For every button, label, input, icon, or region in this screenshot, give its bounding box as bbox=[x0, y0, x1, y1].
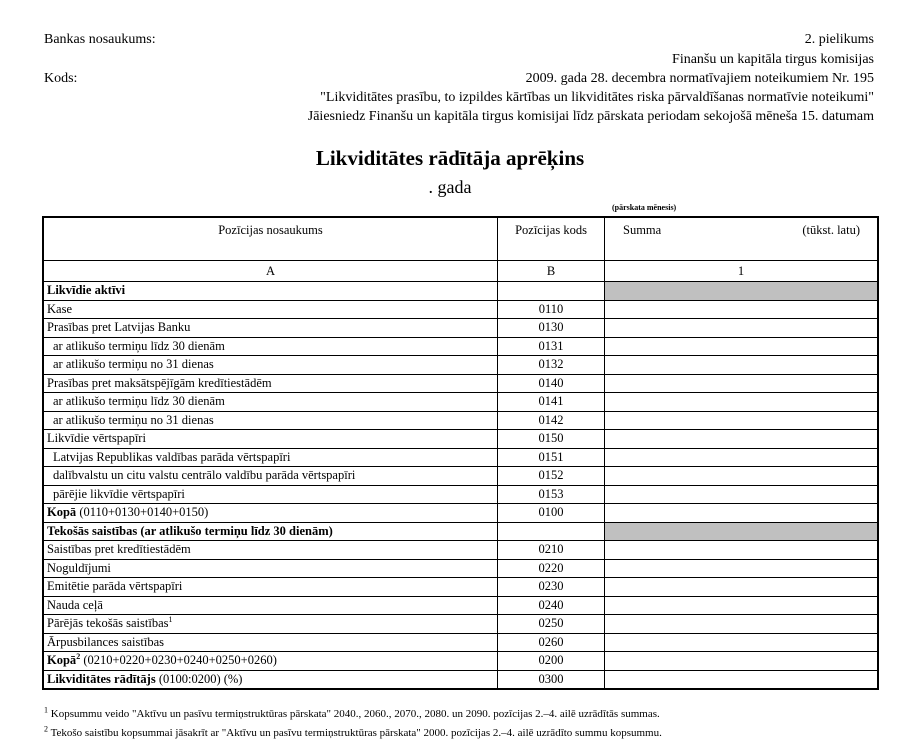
position-name-bold: Kopā bbox=[47, 505, 77, 520]
position-code bbox=[498, 522, 605, 541]
sum-cell[interactable] bbox=[605, 467, 879, 486]
position-name bbox=[43, 559, 498, 578]
table-row bbox=[43, 559, 878, 578]
position-code: 0132 bbox=[498, 356, 605, 375]
table-row bbox=[43, 578, 878, 597]
table-row bbox=[43, 300, 878, 319]
sum-cell bbox=[605, 522, 879, 541]
position-name-text: Noguldījumi bbox=[47, 560, 111, 575]
table-row bbox=[43, 282, 878, 301]
position-name-text: Pārējās tekošās saistības bbox=[47, 616, 169, 631]
table-row bbox=[43, 467, 878, 486]
page-title: Likviditātes rādītāja aprēķins bbox=[315, 146, 585, 170]
position-name bbox=[43, 282, 498, 301]
position-code: 0220 bbox=[498, 559, 605, 578]
table-row bbox=[43, 393, 878, 412]
footnote-2-text: Tekošo saistību kopsummai jāsakrīt ar "Aktīvu un pasīvu termiņstruktūras pārskata" 2000. pozīcijas 2.–4. ailē uzrādīto summu kopsummu. bbox=[50, 727, 662, 739]
position-code: 0131 bbox=[498, 337, 605, 356]
period-note: (pārskata mēnesis) bbox=[612, 203, 677, 212]
position-code: 0130 bbox=[498, 319, 605, 338]
col-letter-b: B bbox=[498, 261, 605, 282]
table-row bbox=[43, 356, 878, 375]
position-name bbox=[43, 541, 498, 560]
position-code: 0110 bbox=[498, 300, 605, 319]
position-code: 0260 bbox=[498, 633, 605, 652]
position-name-text: pārējie likvīdie vērtspapīri bbox=[53, 486, 185, 501]
table-row bbox=[43, 337, 878, 356]
position-code: 0210 bbox=[498, 541, 605, 560]
position-name-rest: (0110+0130+0140+0150) bbox=[76, 505, 209, 520]
position-name bbox=[43, 337, 498, 356]
position-name-text: Prasības pret Latvijas Banku bbox=[47, 320, 191, 335]
position-name bbox=[43, 504, 498, 523]
position-name bbox=[43, 300, 498, 319]
col-letter-1: 1 bbox=[605, 261, 879, 282]
position-name-text: Kase bbox=[47, 301, 72, 316]
table-row bbox=[43, 633, 878, 652]
position-name-rest: (0210+0220+0230+0240+0250+0260) bbox=[80, 653, 277, 668]
position-code: 0240 bbox=[498, 596, 605, 615]
position-name bbox=[43, 522, 498, 541]
sum-cell[interactable] bbox=[605, 411, 879, 430]
table-row bbox=[43, 652, 878, 671]
col-name-header: Pozīcijas nosaukums bbox=[43, 217, 498, 261]
position-name bbox=[43, 615, 498, 634]
sum-cell[interactable] bbox=[605, 652, 879, 671]
position-name bbox=[43, 430, 498, 449]
commission-label: Finanšu un kapitāla tirgus komisijas bbox=[672, 52, 874, 67]
position-code: 0200 bbox=[498, 652, 605, 671]
position-name bbox=[43, 578, 498, 597]
position-name-text: ar atlikušo termiņu no 31 dienas bbox=[53, 412, 214, 427]
position-name-text: Prasības pret maksātspējīgām kredītiestādēm bbox=[47, 375, 272, 390]
sum-cell[interactable] bbox=[605, 633, 879, 652]
footnote-1-marker: 1 bbox=[44, 705, 48, 715]
position-code: 0140 bbox=[498, 374, 605, 393]
position-name-text: Tekošās saistības (ar atlikušo termiņu līdz 30 dienām) bbox=[47, 523, 333, 538]
regulation-label: 2009. gada 28. decembra normatīvajiem noteikumiem Nr. 195 bbox=[525, 71, 874, 86]
position-name-text: Nauda ceļā bbox=[47, 597, 103, 612]
footnote-1-text: Kopsummu veido "Aktīvu un pasīvu termiņstruktūras pārskata" 2040., 2060., 2070., 2080. un 2090. pozīcijas 2.–4. ailē uzrādītās summas. bbox=[50, 708, 660, 720]
sum-cell[interactable] bbox=[605, 596, 879, 615]
position-name bbox=[43, 485, 498, 504]
table-row bbox=[43, 541, 878, 560]
sum-cell[interactable] bbox=[605, 300, 879, 319]
sum-cell[interactable] bbox=[605, 670, 879, 689]
position-name bbox=[43, 411, 498, 430]
table-row bbox=[43, 670, 878, 689]
footnote-ref: 2 bbox=[76, 652, 81, 662]
sum-cell[interactable] bbox=[605, 319, 879, 338]
position-name bbox=[43, 633, 498, 652]
position-name-bold: Kopā bbox=[47, 653, 77, 668]
position-name bbox=[43, 467, 498, 486]
footnote-1 bbox=[44, 705, 660, 721]
position-name bbox=[43, 670, 498, 689]
sum-cell bbox=[605, 282, 879, 301]
col-code-header: Pozīcijas kods bbox=[498, 217, 605, 261]
position-code: 0300 bbox=[498, 670, 605, 689]
table-row bbox=[43, 522, 878, 541]
table-row bbox=[43, 504, 878, 523]
sum-cell[interactable] bbox=[605, 393, 879, 412]
position-name-text: dalībvalstu un citu valstu centrālo valdību parāda vērtspapīri bbox=[53, 468, 356, 483]
position-code: 0100 bbox=[498, 504, 605, 523]
year-line: . gada bbox=[428, 177, 472, 197]
position-name bbox=[43, 652, 498, 671]
position-name-text: ar atlikušo termiņu līdz 30 dienām bbox=[53, 394, 225, 409]
position-name bbox=[43, 393, 498, 412]
footnote-2 bbox=[44, 724, 662, 740]
position-code: 0250 bbox=[498, 615, 605, 634]
table-row bbox=[43, 374, 878, 393]
position-name bbox=[43, 374, 498, 393]
position-name-bold: Likviditātes rādītājs bbox=[47, 671, 156, 686]
bank-name-label: Bankas nosaukums: bbox=[44, 32, 156, 47]
table-header-row bbox=[43, 217, 878, 261]
col-letter-a: A bbox=[43, 261, 498, 282]
position-code: 0141 bbox=[498, 393, 605, 412]
sum-cell[interactable] bbox=[605, 374, 879, 393]
col-sum-header bbox=[605, 217, 879, 261]
position-name bbox=[43, 596, 498, 615]
position-name-text: ar atlikušo termiņu no 31 dienas bbox=[53, 357, 214, 372]
code-label: Kods: bbox=[44, 71, 78, 86]
sum-cell[interactable] bbox=[605, 615, 879, 634]
position-name-text: Saistības pret kredītiestādēm bbox=[47, 542, 191, 557]
position-name bbox=[43, 448, 498, 467]
position-name-text: Ārpusbilances saistības bbox=[47, 634, 164, 649]
sum-cell[interactable] bbox=[605, 578, 879, 597]
table-row bbox=[43, 485, 878, 504]
position-code: 0152 bbox=[498, 467, 605, 486]
position-code: 0150 bbox=[498, 430, 605, 449]
position-code bbox=[498, 282, 605, 301]
position-code: 0153 bbox=[498, 485, 605, 504]
position-name-text: Emitētie parāda vērtspapīri bbox=[47, 579, 183, 594]
footnote-ref: 1 bbox=[168, 615, 173, 625]
position-code: 0151 bbox=[498, 448, 605, 467]
sum-cell[interactable] bbox=[605, 504, 879, 523]
col-sum-label: Summa bbox=[623, 223, 662, 237]
sum-cell[interactable] bbox=[605, 559, 879, 578]
sum-cell[interactable] bbox=[605, 448, 879, 467]
sum-cell[interactable] bbox=[605, 430, 879, 449]
liquidity-table bbox=[42, 216, 879, 690]
table-row bbox=[43, 411, 878, 430]
position-name bbox=[43, 356, 498, 375]
table-row bbox=[43, 448, 878, 467]
table-row bbox=[43, 430, 878, 449]
position-code: 0142 bbox=[498, 411, 605, 430]
position-name-text: ar atlikušo termiņu līdz 30 dienām bbox=[53, 338, 225, 353]
appendix-label: 2. pielikums bbox=[804, 32, 874, 47]
position-name-text: Latvijas Republikas valdības parāda vērtspapīri bbox=[53, 449, 291, 464]
sum-cell[interactable] bbox=[605, 337, 879, 356]
regulation-title: "Likviditātes prasību, to izpildes kārtības un likviditātes riska pārvaldīšanas normatīvie noteikumi" bbox=[320, 90, 874, 105]
sum-cell[interactable] bbox=[605, 356, 879, 375]
sum-cell[interactable] bbox=[605, 541, 879, 560]
submission-note: Jāiesniedz Finanšu un kapitāla tirgus komisijai līdz pārskata periodam sekojošā mēneša 15. datumam bbox=[307, 109, 874, 124]
position-name-text: Likvīdie vērtspapīri bbox=[47, 431, 146, 446]
table-letter-row bbox=[43, 261, 878, 282]
position-code: 0230 bbox=[498, 578, 605, 597]
position-name-rest: (0100:0200) (%) bbox=[155, 671, 243, 686]
position-name-text: Likvīdie aktīvi bbox=[47, 283, 126, 298]
position-name bbox=[43, 319, 498, 338]
col-units-label: (tūkst. latu) bbox=[802, 223, 860, 237]
table-row bbox=[43, 615, 878, 634]
sum-cell[interactable] bbox=[605, 485, 879, 504]
table-row bbox=[43, 319, 878, 338]
table-row bbox=[43, 596, 878, 615]
footnote-2-marker: 2 bbox=[44, 724, 48, 734]
